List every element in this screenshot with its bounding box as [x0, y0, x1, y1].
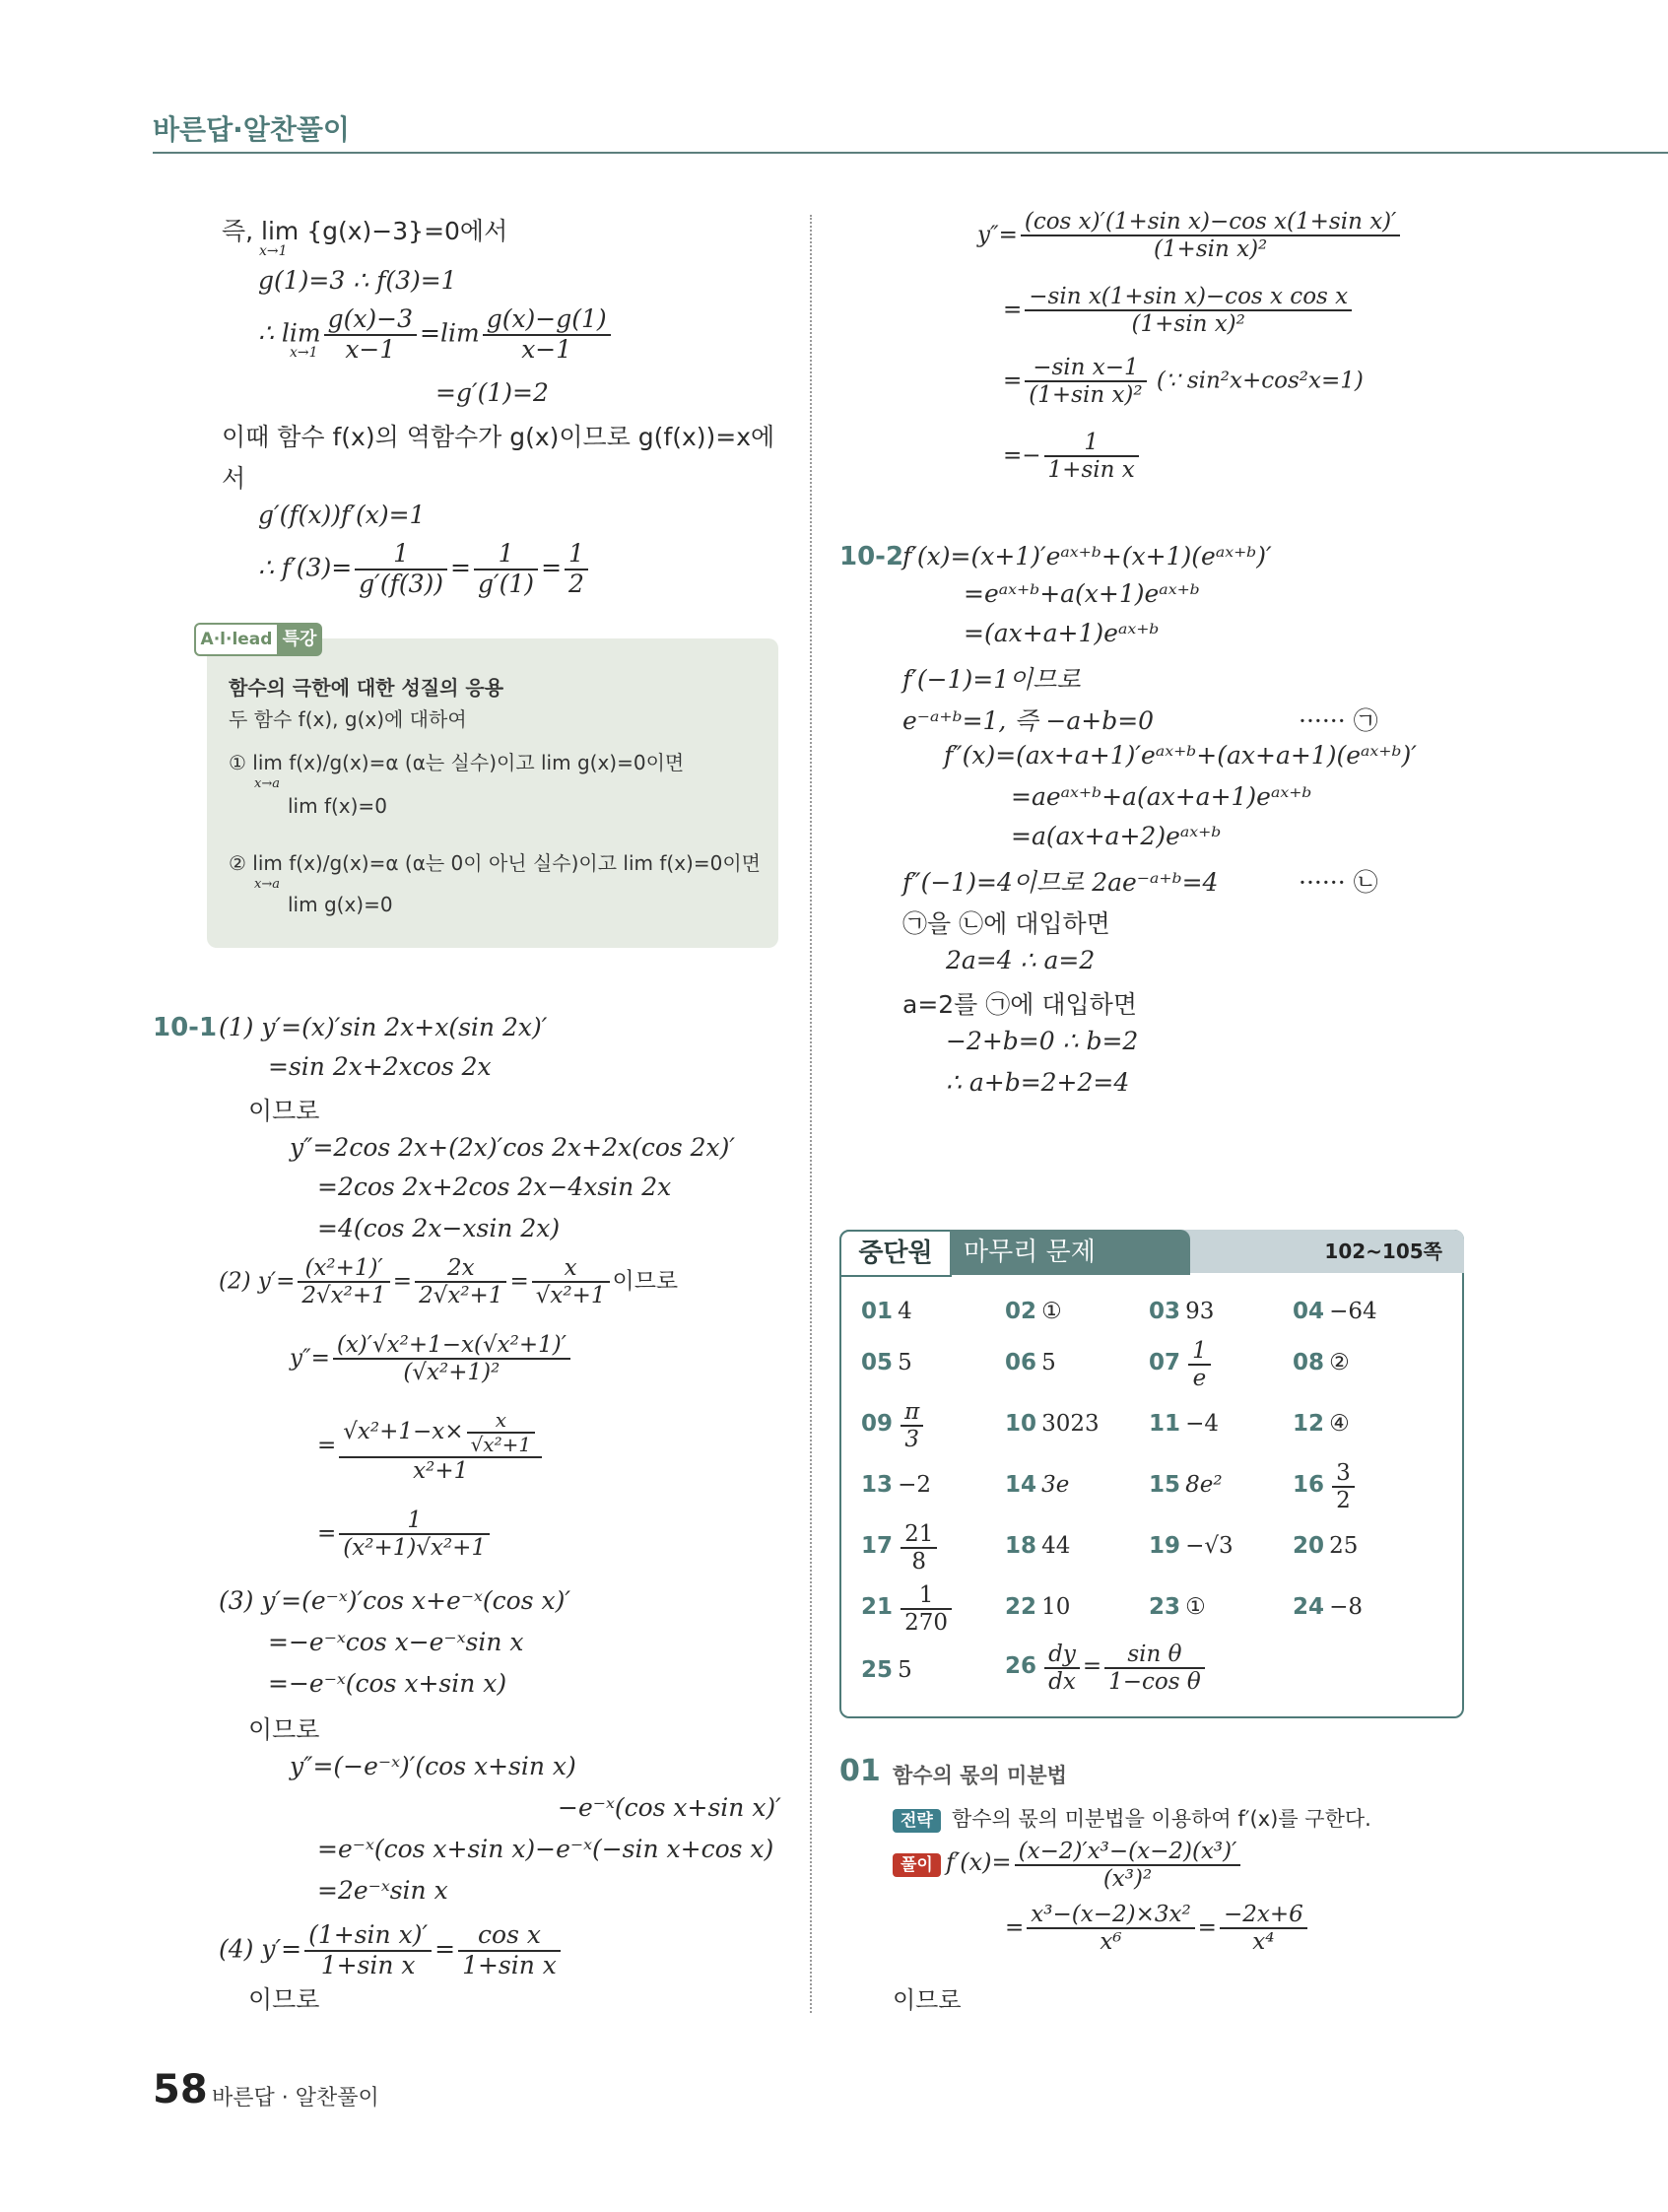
column-divider [810, 215, 812, 2013]
s101-part3-line-8: =2e⁻ˣsin x [317, 1876, 448, 1905]
answer-04: 04 −64 [1293, 1299, 1377, 1324]
s102-line-13: −2+b=0 ∴ b=2 [946, 1027, 1139, 1055]
left-line-6: 서 [222, 464, 246, 493]
answer-08: 08 ② [1293, 1350, 1350, 1375]
answer-09: 09 $\frac{\pi}{3}$ [861, 1399, 926, 1453]
solution-row-2: = $\frac{\text{x³−(x−2)×3x²}}{\text{x⁶}}$ = $\frac{-2x+6}{\text{x⁴}}$ [1005, 1902, 1310, 1956]
answer-10: 10 3023 [1005, 1411, 1100, 1437]
left-line-8: ∴ f′(3)= $\frac{1}{g'(f(3))}$ = $\frac{1}{g'(1)}$ = $\frac{1}{2}$ [258, 540, 591, 599]
s102-line-9: f″(−1)=4이므로 2ae⁻ᵃ⁺ᵇ=4 [902, 868, 1219, 897]
marker-b: ······ ㉡ [1299, 868, 1378, 897]
answer-21: 21 $\frac{1}{270}$ [861, 1582, 955, 1637]
s101-part3-line-4: 이므로 [248, 1715, 320, 1744]
problem-number-01: 01 [839, 1754, 881, 1788]
s101-part3-line-1: (3) y′=(e⁻ˣ)′cos x+e⁻ˣ(cos x)′ [219, 1586, 571, 1615]
answer-22: 22 10 [1005, 1594, 1071, 1620]
answer-25: 25 5 [861, 1657, 912, 1683]
s101-part3-line-6: −e⁻ˣ(cos x+sin x)′ [558, 1793, 781, 1822]
answer-18: 18 44 [1005, 1533, 1071, 1559]
answer-12: 12 ④ [1293, 1411, 1350, 1437]
left-line-1: 즉, lim {g(x)−3}=0에서 [222, 217, 508, 245]
lead-line-4: ② lim f(x)/g(x)=α (α는 0이 아닌 실수)이고 lim f(x)=0이면 [229, 851, 761, 875]
answer-16: 16 $\frac{3}{2}$ [1293, 1460, 1358, 1514]
s101-line-4: y″=2cos 2x+(2x)′cos 2x+2x(cos 2x)′ [290, 1133, 736, 1162]
s101-line-6: =4(cos 2x−xsin 2x) [317, 1214, 561, 1242]
s101-line-3: 이므로 [248, 1097, 320, 1125]
answer-13: 13 −2 [861, 1472, 932, 1498]
s101-line-2: =sin 2x+2xcos 2x [268, 1052, 492, 1081]
answer-07: 07 $\frac{1}{e}$ [1149, 1338, 1214, 1392]
lim-subscript: x→1 [290, 345, 318, 361]
s102-line-5: e⁻ᵃ⁺ᵇ=1, 즉 −a+b=0 [902, 706, 1155, 735]
s101-part2-line-3: = √x²+1−x× $\frac{x}{\text{√x²+1}}$ x²+1 [317, 1409, 545, 1484]
answer-01: 01 4 [861, 1299, 912, 1324]
right-line-2: = $\frac{\text{−sin x(1+sin x)−cos x cos x}}{\text{(1+sin x)²}}$ [1003, 284, 1355, 338]
lim-subscript: x→1 [259, 243, 288, 259]
running-header: 바른답·알찬풀이 [153, 113, 350, 146]
s102-line-11: 2a=4 ∴ a=2 [946, 946, 1096, 974]
s101-part3-line-7: =e⁻ˣ(cos x+sin x)−e⁻ˣ(−sin x+cos x) [317, 1835, 774, 1863]
lead-line-1: 두 함수 f(x), g(x)에 대하여 [229, 707, 467, 731]
answer-06: 06 5 [1005, 1350, 1056, 1375]
s101-part2-line-2: y″= $\frac{\text{(x)′√x²+1−x(√x²+1)′}}{\text{(√x²+1)²}}$ [290, 1332, 573, 1386]
answer-14: 14 3e [1005, 1472, 1070, 1498]
s101-line-5: =2cos 2x+2cos 2x−4xsin 2x [317, 1173, 672, 1201]
answer-26: 26 $\frac{dy}{dx}$ = $\frac{\text{sin θ}}{\text{1−cos θ}}$ [1005, 1642, 1208, 1696]
strategy-text: 함수의 몫의 미분법을 이용하여 f′(x)를 구한다. [951, 1807, 1371, 1831]
left-line-2: g(1)=3 ∴ f(3)=1 [258, 266, 457, 295]
answer-box-header [839, 1230, 1464, 1273]
s101-part3-line-3: =−e⁻ˣ(cos x+sin x) [268, 1669, 507, 1698]
answer-pages: 102~105쪽 [1324, 1240, 1442, 1263]
problem-01-title: 함수의 몫의 미분법 [893, 1764, 1067, 1787]
section-number-10-1: 10-1 [153, 1013, 218, 1042]
solution-row-1: 풀이 f′(x)= $\frac{\text{(x−2)′x³−(x−2)(x³)′}}{\text{(x³)²}}$ [893, 1839, 1243, 1893]
solution-badge: 풀이 [893, 1853, 941, 1877]
marker-a: ······ ㉠ [1299, 706, 1378, 735]
left-line-4: =g′(1)=2 [435, 378, 549, 407]
solution-end: 이므로 [893, 1986, 962, 2014]
answer-15: 15 8e² [1149, 1472, 1223, 1498]
answer-tab-title: 마무리 문제 [950, 1230, 1190, 1275]
s101-part4-line-2: 이므로 [248, 1985, 320, 2014]
s101-line-1: (1) y′=(x)′sin 2x+x(sin 2x)′ [219, 1013, 548, 1041]
lead-tag [194, 623, 322, 654]
footer-title: 바른답 · 알찬풀이 [212, 2086, 379, 2111]
answer-11: 11 −4 [1149, 1411, 1220, 1437]
answer-19: 19 −√3 [1149, 1533, 1234, 1559]
s102-line-6: f″(x)=(ax+a+1)′eᵃˣ⁺ᵇ+(ax+a+1)(eᵃˣ⁺ᵇ)′ [944, 741, 1417, 770]
s102-line-4: f′(−1)=1이므로 [902, 665, 1081, 694]
answer-23: 23 ① [1149, 1594, 1206, 1620]
left-line-7: g′(f(x))f′(x)=1 [258, 501, 426, 529]
strategy-row [893, 1803, 1371, 1833]
s101-part3-line-2: =−e⁻ˣcos x−e⁻ˣsin x [268, 1628, 524, 1656]
s102-line-10: ㉠을 ㉡에 대입하면 [902, 909, 1110, 938]
answer-24: 24 −8 [1293, 1594, 1364, 1620]
lead-tag-label: A·l·lead [194, 623, 279, 656]
s101-part2-line-1: (2) y′= $\frac{\text{(x²+1)′}}{\text{2√x²+1}}$ = $\frac{2x}{\text{2√x²+1}}$ = $\frac{x}{\text{√x²+1}}$ 이므로 [219, 1255, 679, 1309]
answer-03: 03 93 [1149, 1299, 1215, 1324]
right-line-3: = $\frac{\text{−sin x−1}}{\text{(1+sin x)²}}$ (∵ sin²x+cos²x=1) [1003, 355, 1364, 409]
answer-17: 17 $\frac{21}{8}$ [861, 1521, 940, 1575]
lead-tag-badge: 특강 [277, 623, 322, 656]
s102-line-8: =a(ax+a+2)eᵃˣ⁺ᵇ [1011, 822, 1222, 850]
lead-line-3: lim f(x)=0 [288, 794, 387, 818]
s102-line-2: =eᵃˣ⁺ᵇ+a(x+1)eᵃˣ⁺ᵇ [964, 579, 1200, 608]
right-line-1: y″= $\frac{\text{(cos x)′(1+sin x)−cos x(1+sin x)′}}{\text{(1+sin x)²}}$ [977, 209, 1403, 263]
right-line-4: =− $\frac{1}{\text{1+sin x}}$ [1003, 430, 1142, 484]
s102-line-14: ∴ a+b=2+2=4 [946, 1068, 1130, 1097]
s102-line-1: f′(x)=(x+1)′eᵃˣ⁺ᵇ+(x+1)(eᵃˣ⁺ᵇ)′ [902, 542, 1272, 570]
s102-line-3: =(ax+a+1)eᵃˣ⁺ᵇ [964, 619, 1160, 647]
lead-title: 함수의 극한에 대한 성질의 응용 [229, 676, 504, 700]
lead-line-5: lim g(x)=0 [288, 893, 393, 916]
s102-line-7: =aeᵃˣ⁺ᵇ+a(ax+a+1)eᵃˣ⁺ᵇ [1011, 782, 1312, 811]
header-rule [153, 152, 1668, 154]
lead-sub: x→a [254, 776, 280, 791]
answer-tab-chapter: 중단원 [839, 1230, 952, 1277]
left-line-5: 이때 함수 f(x)의 역함수가 g(x)이므로 g(f(x))=x에 [222, 423, 775, 451]
lead-line-2: ① lim f(x)/g(x)=α (α는 실수)이고 lim g(x)=0이면 [229, 751, 685, 774]
s102-line-12: a=2를 ㉠에 대입하면 [902, 990, 1137, 1019]
answer-20: 20 25 [1293, 1533, 1359, 1559]
s101-part4-line-1: (4) y′= $\frac{\text{(1+sin x)′}}{\text{1+sin x}}$ = $\frac{\text{cos x}}{\text{1+sin x}}$ [219, 1921, 564, 1980]
strategy-badge: 전략 [893, 1809, 941, 1833]
left-line-3: ∴ lim $\frac{g(x)-3}{x-1}$ =lim $\frac{g(x)-g(1)}{x-1}$ [258, 305, 614, 365]
section-number-10-2: 10-2 [839, 542, 904, 571]
s101-part3-line-5: y″=(−e⁻ˣ)′(cos x+sin x) [290, 1752, 576, 1780]
s101-part2-line-4: = $\frac{1}{\text{(x²+1)√x²+1}}$ [317, 1508, 493, 1562]
page-number: 58 [153, 2067, 208, 2112]
lead-sub: x→a [254, 877, 280, 892]
answer-05: 05 5 [861, 1350, 912, 1375]
answer-02: 02 ① [1005, 1299, 1062, 1324]
